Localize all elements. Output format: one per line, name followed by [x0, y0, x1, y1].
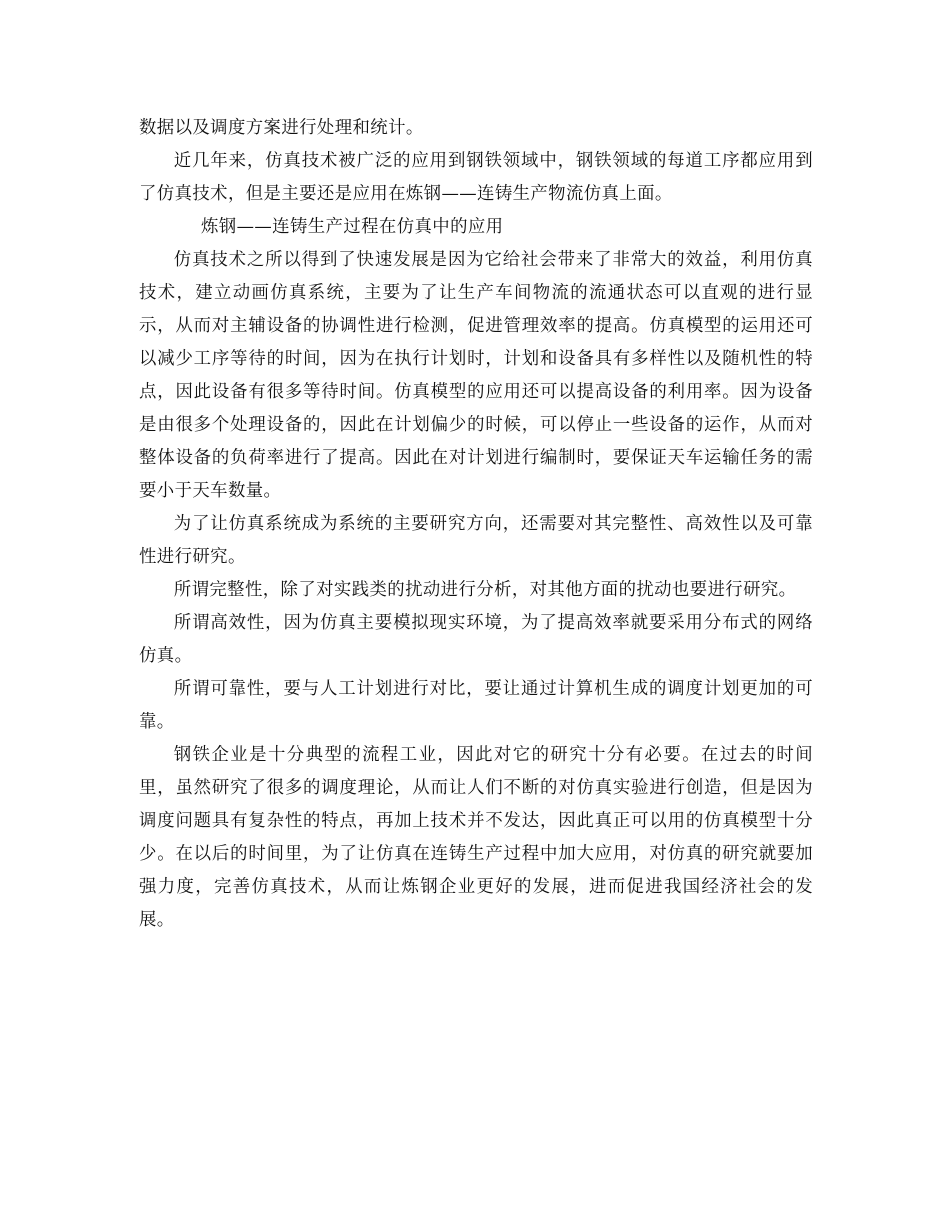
paragraph-research-directions: 为了让仿真系统成为系统的主要研究方向，还需要对其完整性、高效性以及可靠性进行研究。: [139, 514, 813, 567]
paragraph-reliability: 所谓可靠性，要与人工计划进行对比，要让通过计算机生成的调度计划更加的可靠。: [139, 679, 813, 732]
document-body: [139, 112, 813, 937]
paragraph-continuation: 数据以及调度方案进行处理和统计。: [139, 118, 424, 138]
paragraph-steel-simulation-overview: 近几年来，仿真技术被广泛的应用到钢铁领域中，钢铁领域的每道工序都应用到了仿真技术，但是主要还是应用在炼钢——连铸生产物流仿真上面。: [139, 151, 813, 204]
paragraph-efficiency: 所谓高效性，因为仿真主要模拟现实环境，为了提高效率就要采用分布式的网络仿真。: [139, 613, 813, 666]
section-heading: 炼钢——连铸生产过程在仿真中的应用: [201, 217, 504, 237]
paragraph-completeness: 所谓完整性，除了对实践类的扰动进行分析，对其他方面的扰动也要进行研究。: [173, 580, 797, 600]
paragraph-conclusion: 钢铁企业是十分典型的流程工业，因此对它的研究十分有必要。在过去的时间里，虽然研究了很多的调度理论，从而让人们不断的对仿真实验进行创造，但是因为调度问题具有复杂性的特点，再加上技术并不发达，因此真正可以用的仿真模型十分少。在以后的时间里，为了让仿真在连铸生产过程中加大应用，对仿真的研究就要加强力度，完善仿真技术，从而让炼钢企业更好的发展，进而促进我国经济社会的发展。: [139, 745, 813, 930]
paragraph-simulation-benefits: 仿真技术之所以得到了快速发展是因为它给社会带来了非常大的效益，利用仿真技术，建立动画仿真系统，主要为了让生产车间物流的流通状态可以直观的进行显示，从而对主辅设备的协调性进行检测，促进管理效率的提高。仿真模型的运用还可以减少工序等待的时间，因为在执行计划时，计划和设备具有多样性以及随机性的特点，因此设备有很多等待时间。仿真模型的应用还可以提高设备的利用率。因为设备是由很多个处理设备的，因此在计划偏少的时候，可以停止一些设备的运作，从而对整体设备的负荷率进行了提高。因此在对计划进行编制时，要保证天车运输任务的需要小于天车数量。: [139, 250, 813, 501]
